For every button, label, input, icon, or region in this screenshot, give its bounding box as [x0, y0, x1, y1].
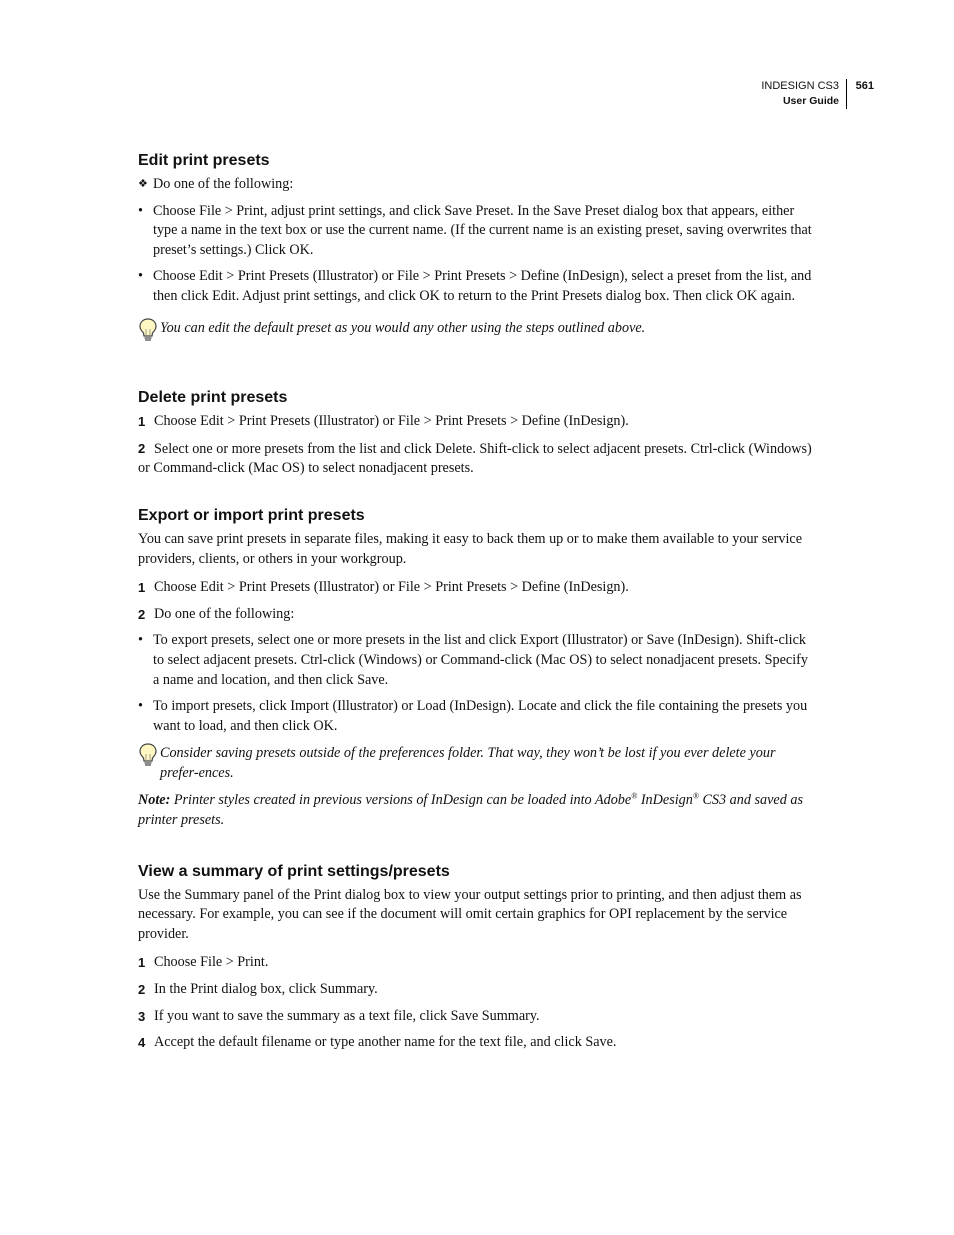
- step-number: 3: [138, 1008, 146, 1024]
- step-number: 1: [138, 955, 146, 971]
- list-item-text: To import presets, click Import (Illustrator) or Load (InDesign). Locate and click the file containing the presets you want to load, and then click OK.: [153, 698, 808, 734]
- step: [138, 980, 814, 1000]
- bullet-icon: •: [138, 698, 143, 715]
- step-text: Accept the default filename or type another name for the text file, and click Save.: [154, 1034, 617, 1051]
- bullet-icon: •: [138, 632, 143, 649]
- note-text: Printer styles created in previous versions of InDesign can be loaded into Adobe: [173, 792, 632, 809]
- note: [138, 791, 814, 830]
- registered-mark: ®: [692, 791, 699, 801]
- step-number: 4: [138, 1035, 146, 1051]
- section-title-edit: Edit print presets: [138, 152, 270, 169]
- note-label: Note:: [138, 792, 171, 809]
- step-text: Choose Edit > Print Presets (Illustrator) or File > Print Presets > Define (InDesign).: [154, 413, 629, 430]
- step-number: 2: [138, 982, 146, 998]
- section-title-delete: Delete print presets: [138, 389, 288, 407]
- list-item: [138, 202, 814, 261]
- step-text: Choose Edit > Print Presets (Illustrator) or File > Print Presets > Define (InDesign).: [154, 579, 629, 596]
- product-name: INDESIGN CS3: [761, 79, 847, 94]
- step: [138, 578, 814, 598]
- tip-text: You can edit the default preset as you would any other using the steps outlined above.: [160, 319, 646, 336]
- list-item: [138, 631, 814, 690]
- registered-mark: ®: [631, 791, 638, 801]
- step: [138, 1033, 814, 1053]
- lead-instruction: [138, 175, 814, 195]
- list-item: [138, 267, 814, 306]
- list-item: [138, 697, 814, 736]
- section-title-summary: View a summary of print settings/presets: [138, 862, 450, 880]
- list-item-text: Choose Edit > Print Presets (Illustrator) or File > Print Presets > Define (InDesign), select a preset from the list, and then click Edit. Adjust print settings, and click OK to return to the Print Presets dialog box. Then click OK again.: [153, 268, 812, 304]
- lightbulb-icon: [138, 742, 160, 783]
- note-text: CS3 and saved as printer presets.: [138, 792, 803, 829]
- step: [138, 953, 814, 973]
- list-item-text: To export presets, select one or more presets in the list and click Export (Illustrator) or Save (InDesign). Shift-click to select adjacent presets. Ctrl-click (Windows) or Command-click (Mac OS) to select nonadjacent presets. Specify a name and location, and then click Save.: [153, 632, 808, 688]
- step: [138, 412, 814, 432]
- bullet-icon: •: [138, 268, 143, 285]
- step: [138, 605, 814, 625]
- running-header: [761, 79, 874, 109]
- step-number: 2: [138, 606, 146, 622]
- guide-name: User Guide: [761, 94, 847, 109]
- page-number: 561: [855, 80, 874, 92]
- list-item-text: Choose File > Print, adjust print settings, and click Save Preset. In the Save Preset dialog box that appears, either type a name in the text box or use the current name. (If the current name is an existing preset, saving overwrites that preset’s settings.) Click OK.: [153, 202, 812, 258]
- step-number: 1: [138, 414, 146, 430]
- step: [138, 1007, 814, 1027]
- step-text: In the Print dialog box, click Summary.: [154, 981, 378, 998]
- section-title-export: Export or import print presets: [138, 506, 365, 524]
- tip: [138, 319, 814, 350]
- step-text: Do one of the following:: [154, 605, 295, 622]
- diamond-bullet-icon: ❖: [138, 178, 148, 190]
- step-number: 1: [138, 580, 146, 596]
- step-text: Choose File > Print.: [154, 954, 269, 971]
- section-intro: You can save print presets in separate files, making it easy to back them up or to make them available to your service providers, clients, or others in your workgroup.: [138, 530, 802, 567]
- lead-text: Do one of the following:: [153, 176, 294, 192]
- lightbulb-icon: [138, 317, 160, 350]
- section-intro: Use the Summary panel of the Print dialog box to view your output settings prior to printing, and then adjust them as necessary. For example, you can see if the document will omit certain graphics for OPI replacement by the service provider.: [138, 886, 802, 942]
- note-text: InDesign: [637, 792, 693, 809]
- tip: [138, 744, 814, 783]
- step-text: Select one or more presets from the list and click Delete. Shift-click to select adjacent presets. Ctrl-click (Windows) or Command-click (Mac OS) to select nonadjacent presets.: [138, 440, 812, 477]
- step: [138, 439, 814, 479]
- page-body: [138, 150, 814, 1060]
- step-text: If you want to save the summary as a text file, click Save Summary.: [154, 1007, 540, 1024]
- tip-text: Consider saving presets outside of the preferences folder. That way, they won’t be lost if you ever delete your prefer-ences.: [160, 745, 776, 781]
- bullet-icon: •: [138, 202, 143, 219]
- step-number: 2: [138, 440, 146, 456]
